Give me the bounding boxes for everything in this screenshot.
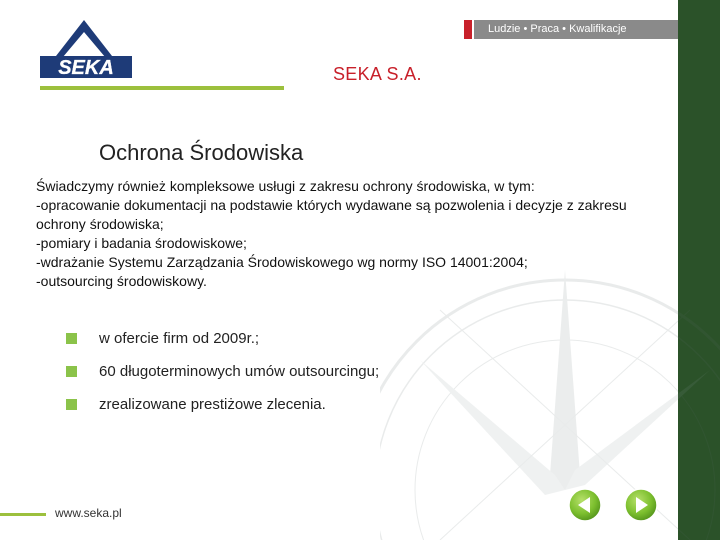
bullet-item xyxy=(66,355,379,388)
page-title: Ochrona Środowiska xyxy=(99,140,304,165)
square-bullet-icon xyxy=(66,333,77,344)
logo-underline xyxy=(40,86,284,90)
bullet-text: zrealizowane prestiżowe zlecenia. xyxy=(99,396,326,413)
bullet-item xyxy=(66,322,379,355)
footer-accent-line xyxy=(0,513,46,516)
company-name: SEKA S.A. xyxy=(333,64,422,84)
compass-watermark xyxy=(380,250,720,540)
bullet-item xyxy=(66,388,379,421)
square-bullet-icon xyxy=(66,399,77,410)
next-slide-button[interactable] xyxy=(624,488,658,522)
prev-slide-button[interactable] xyxy=(568,488,602,522)
tagline-banner xyxy=(464,20,678,39)
paragraph-item: -outsourcing środowiskowy. xyxy=(36,273,207,289)
paragraph-item: -opracowanie dokumentacji na podstawie których wydawane są pozwolenia i decyzje z zakresu ochrony środowiska; xyxy=(36,197,627,232)
paragraph-item: -pomiary i badania środowiskowe; xyxy=(36,235,247,251)
website-link[interactable]: www.seka.pl xyxy=(55,506,122,520)
services-description xyxy=(36,177,656,291)
square-bullet-icon xyxy=(66,366,77,377)
seka-logo xyxy=(38,18,134,84)
bullet-text: 60 długoterminowych umów outsourcingu; xyxy=(99,363,380,380)
tagline-accent xyxy=(464,20,472,39)
tagline-text: Ludzie • Praca • Kwalifikacje xyxy=(474,20,678,39)
paragraph-item: -wdrażanie Systemu Zarządzania Środowiskowego wg normy ISO 14001:2004; xyxy=(36,254,528,270)
paragraph-intro: Świadczymy również kompleksowe usługi z zakresu ochrony środowiska, w tym: xyxy=(36,178,535,194)
logo-text: SEKA xyxy=(58,57,114,79)
bullet-list xyxy=(66,322,379,421)
bullet-text: w ofercie firm od 2009r.; xyxy=(99,330,260,347)
